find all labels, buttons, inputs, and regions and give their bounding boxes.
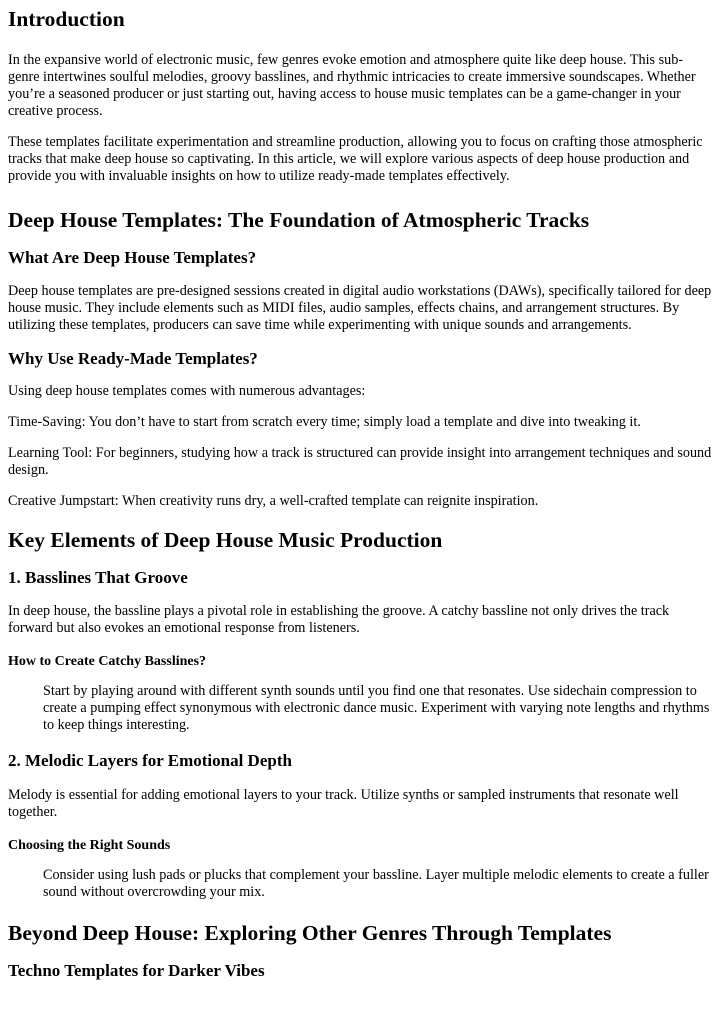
why-use-intro: Using deep house templates comes with numerous advantages: (8, 383, 366, 399)
what-are-paragraph: Deep house templates are pre-designed sessions created in digital audio workstations (DAWs), specifically tailored for deep house music. They include elements such as MIDI files, audio samples, effects chains, and arrangement structures. By utilizing these templates, producers can save time while experimenting with unique sounds and arrangements. (8, 283, 712, 333)
subheading-catchy-basslines: How to Create Catchy Basslines? (8, 654, 207, 669)
basslines-quote: Start by playing around with different synth sounds until you find one that resonates. Use sidechain compression to create a pumping effect synonymous with electronic dance music. Experiment with varying note lengths and rhythms to keep things interesting. (43, 683, 710, 733)
subheading-why-use-templates: Why Use Ready-Made Templates? (8, 349, 258, 368)
intro-paragraph-2: These templates facilitate experimentation and streamline production, allowing you to focus on crafting those atmospheric tracks that make deep house so captivating. In this article, we will explore various aspects of deep house production and provide you with invaluable insights on how to utilize ready-made templates effectively. (8, 134, 703, 184)
section-heading-beyond-deep-house: Beyond Deep House: Exploring Other Genres Through Templates (8, 921, 612, 945)
why-use-time-saving: Time-Saving: You don’t have to start from scratch every time; simply load a template and dive into tweaking it. (8, 414, 641, 430)
right-sounds-quote: Consider using lush pads or plucks that complement your bassline. Layer multiple melodic elements to create a fuller sound without overcrowding your mix. (43, 867, 709, 900)
why-use-learning-tool: Learning Tool: For beginners, studying how a track is structured can provide insight into arrangement techniques and sound design. (8, 445, 712, 478)
subheading-basslines: 1. Basslines That Groove (8, 568, 188, 587)
intro-paragraph-1: In the expansive world of electronic music, few genres evoke emotion and atmosphere quite like deep house. This sub-genre intertwines soulful melodies, groovy basslines, and rhythmic intricacies to create immersive soundscapes. Whether you’re a seasoned producer or just starting out, having access to house music templates can be a game-changer in your creative process. (8, 52, 696, 119)
subheading-right-sounds: Choosing the Right Sounds (8, 838, 171, 853)
section-heading-templates: Deep House Templates: The Foundation of Atmospheric Tracks (8, 208, 590, 232)
section-heading-key-elements: Key Elements of Deep House Music Production (8, 528, 443, 552)
melodic-layers-paragraph: Melody is essential for adding emotional layers to your track. Utilize synths or sampled instruments that resonate well together. (8, 787, 679, 820)
section-heading-introduction: Introduction (8, 7, 125, 31)
article (0, 6, 720, 981)
basslines-paragraph: In deep house, the bassline plays a pivotal role in establishing the groove. A catchy bassline not only drives the track forward but also evokes an emotional response from listeners. (8, 603, 670, 636)
why-use-creative-jumpstart: Creative Jumpstart: When creativity runs dry, a well-crafted template can reignite inspiration. (8, 493, 539, 509)
subheading-techno-templates: Techno Templates for Darker Vibes (8, 961, 265, 980)
subheading-melodic-layers: 2. Melodic Layers for Emotional Depth (8, 751, 292, 770)
subheading-what-are-templates: What Are Deep House Templates? (8, 248, 257, 267)
